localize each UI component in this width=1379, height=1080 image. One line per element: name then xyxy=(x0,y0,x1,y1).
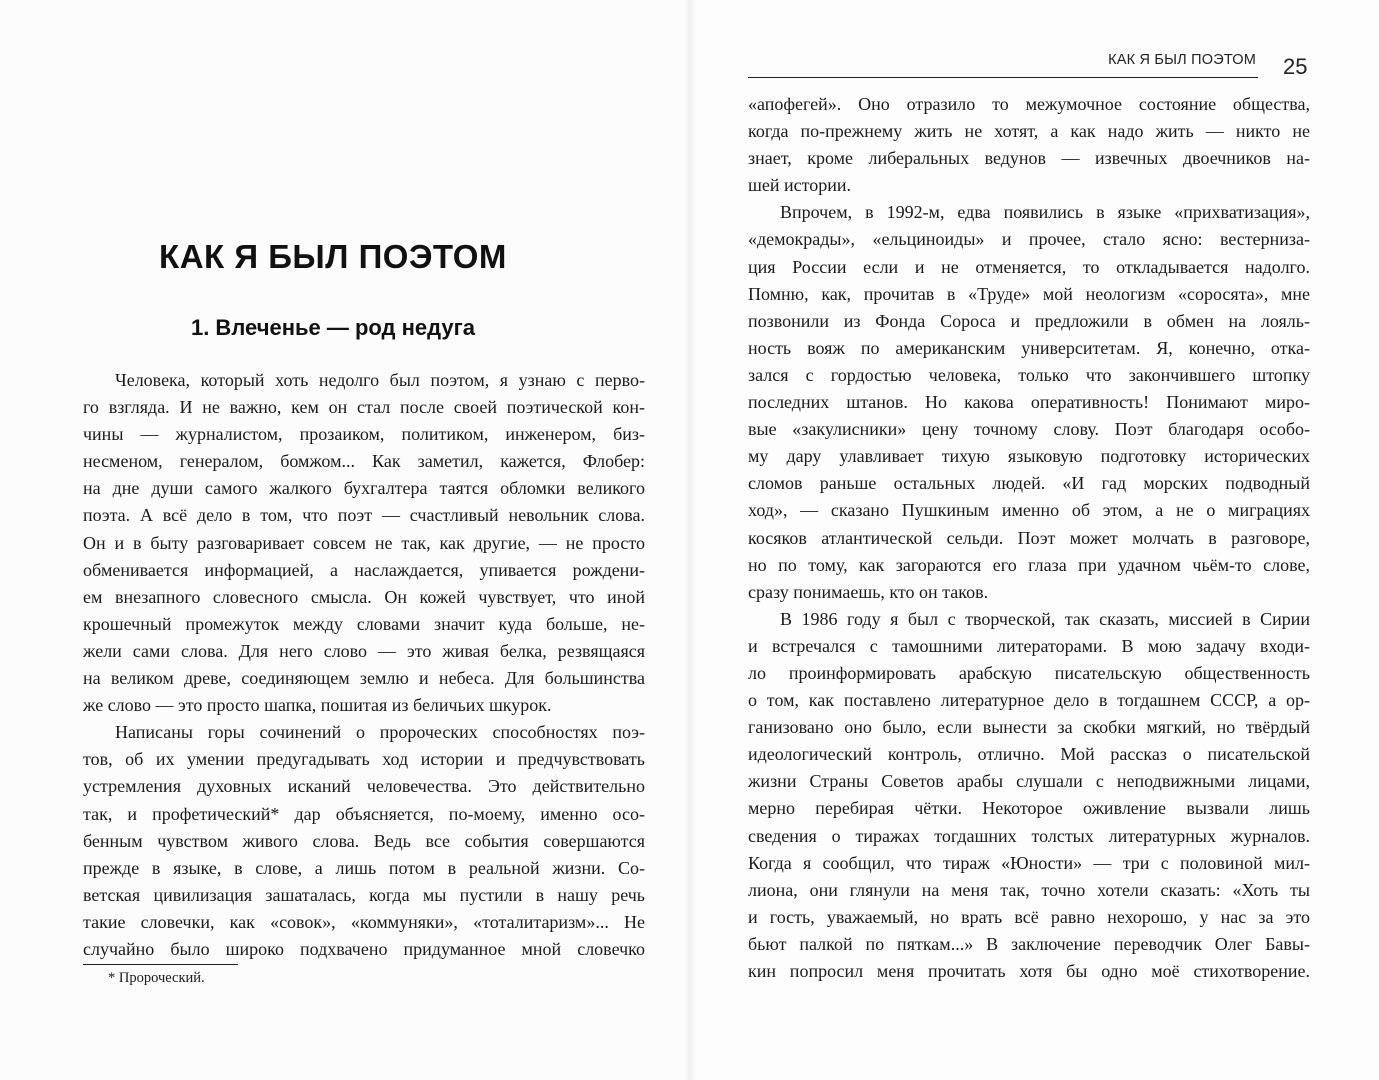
text-line: Впрочем, в 1992-м, едва появились в языке «прихватизация», xyxy=(780,202,1310,223)
text-line: жели сами слова. Для него слово — это живая белка, резвящаяся xyxy=(83,640,645,661)
text-line: В 1986 году я был с творческой, так сказать, миссией в Сирии xyxy=(780,608,1310,629)
text-line: Написаны горы сочинений о пророческих способностях поэ- xyxy=(115,722,645,743)
text-line: сломов раньше остальных людей. «И гад морских подводный xyxy=(748,473,1310,494)
text-line: Человека, который хоть недолго был поэтом, я узнаю с перво- xyxy=(115,370,645,390)
text-line: такие словечки, как «совок», «коммуняки», «тоталитаризм»... Не xyxy=(83,911,645,932)
text-line: ем внезапного словесного смысла. Он кожей чувствует, что иной xyxy=(83,586,645,607)
page-number: 25 xyxy=(1283,54,1308,79)
text-line: идеологический контроль, отлично. Мой рассказ о писательской xyxy=(748,744,1310,765)
running-head: КАК Я БЫЛ ПОЭТОМ xyxy=(1108,52,1256,68)
text-line: ло проинформировать арабскую писательскую общественность xyxy=(748,662,1310,683)
text-line: позвонили из Фонда Сороса и предложили в обмен на лояль- xyxy=(748,310,1310,331)
text-line: когда по-прежнему жить не хотят, а как надо жить — никто не xyxy=(748,121,1310,142)
text-line: му дару улавливает тихую языковую подготовку исторических xyxy=(748,446,1310,467)
text-line: сразу понимаешь, кто он таков. xyxy=(748,581,989,602)
text-line: чины — журналистом, прозаиком, политиком, инженером, биз- xyxy=(83,424,645,445)
text-line: шей истории. xyxy=(748,175,851,196)
text-line: лиона, они глянули на меня так, точно хотели сказать: «Хоть ты xyxy=(748,879,1310,900)
text-line: ция России если и не отменяется, то откладывается надолго. xyxy=(748,256,1310,277)
text-line: бенным чувством живого слова. Ведь все события совершаются xyxy=(83,830,645,851)
text-line: «демокрады», «ельциноиды» и прочее, стало ясно: вестерниза- xyxy=(748,229,1310,250)
text-line: о том, как поставлено литературное дело в тогдашнем СССР, а ор- xyxy=(748,690,1310,711)
text-line: крошечный промежуток между словами значит куда больше, не- xyxy=(83,613,645,634)
text-line: случайно было широко подхвачено придуманное мной словечко xyxy=(83,938,645,959)
text-line: «апофегей». Оно отразило то межумочное состояние общества, xyxy=(748,94,1310,114)
text-line: ход», — сказано Пушкиным именно об этом, а не о миграциях xyxy=(748,500,1310,521)
left-page-body xyxy=(83,367,645,963)
text-line: косяков атлантической сельди. Поэт может молчать в разговоре, xyxy=(748,527,1310,548)
footnote-rule xyxy=(83,964,238,965)
footnote: * Пророческий. xyxy=(108,970,205,986)
text-line: несменом, генералом, бомжом... Как заметил, кажется, Флобер: xyxy=(83,451,645,472)
text-line: знает, кроме либеральных ведунов — извечных двоечников на- xyxy=(748,148,1310,169)
section-title: 1. Влеченье — род недуга xyxy=(190,315,476,340)
book-gutter xyxy=(684,0,696,1080)
text-line: ность вояж по американским университетам. Я, конечно, отка- xyxy=(748,337,1310,358)
right-page-body xyxy=(748,91,1310,985)
text-line: устремления духовных исканий человечества. Это действительно xyxy=(83,776,645,797)
text-line: прежде в языке, в слове, а лишь потом в реальной жизни. Со- xyxy=(83,857,645,878)
text-line: же слово — это просто шапка, пошитая из беличьих шкурок. xyxy=(83,695,552,716)
text-line: мерно перебирая чётки. Некоторое оживление вызвали лишь xyxy=(748,798,1310,819)
text-line: ветская цивилизация зашаталась, когда мы пустили в нашу речь xyxy=(83,884,645,905)
text-line: обменивается информацией, а наслаждается, упивается рождени- xyxy=(83,559,645,580)
text-line: Помню, как, прочитав в «Труде» мой неологизм «соросята», мне xyxy=(748,283,1310,304)
text-line: сведения о тиражах тогдашних толстых литературных журналов. xyxy=(748,825,1310,846)
text-line: на дне души самого жалкого бухгалтера таятся обломки великого xyxy=(83,478,645,499)
text-line: тов, об их умении предугадывать ход истории и предчувствовать xyxy=(83,749,645,770)
header-rule xyxy=(748,77,1258,78)
text-line: Когда я сообщил, что тираж «Юности» — три с половиной мил- xyxy=(748,852,1310,873)
text-line: и гость, уважаемый, но врать всё равно нехорошо, у нас за это xyxy=(748,906,1310,927)
text-line: ганизовано оно было, если вынести за скобки мягкий, но твёрдый xyxy=(748,717,1310,738)
text-line: бьют палкой по пяткам...» В заключение переводчик Олег Бавы- xyxy=(748,933,1310,954)
text-line: последних штанов. Но какова оперативность! Понимают миро- xyxy=(748,392,1310,413)
text-line: вые «закулисники» цену точному слову. Поэт благодаря особо- xyxy=(748,419,1310,440)
text-line: так, и профетический* дар объясняется, по-моему, именно осо- xyxy=(83,803,645,824)
text-line: кин попросил меня прочитать хотя бы одно моё стихотворение. xyxy=(748,961,1310,981)
text-line: и встречался с тамошними литераторами. В мою задачу входи- xyxy=(748,635,1310,656)
text-line: зался с гордостью человека, только что закончившего штопку xyxy=(748,364,1310,385)
text-line: на великом древе, соединяющем землю и небеса. Для большинства xyxy=(83,668,645,689)
chapter-title: КАК Я БЫЛ ПОЭТОМ xyxy=(159,238,507,275)
text-line: поэта. А всё дело в том, что поэт — счастливый невольник слова. xyxy=(83,505,645,526)
text-line: но по тому, как загораются его глаза при удачном чьём-то слове, xyxy=(748,554,1310,575)
text-line: го взгляда. И не важно, кем он стал после своей поэтической кон- xyxy=(83,397,645,418)
text-line: жизни Страны Советов арабы слушали с неподвижными лицами, xyxy=(748,771,1310,792)
text-line: Он и в быту разговаривает совсем не так, как другие, — не просто xyxy=(83,532,645,553)
